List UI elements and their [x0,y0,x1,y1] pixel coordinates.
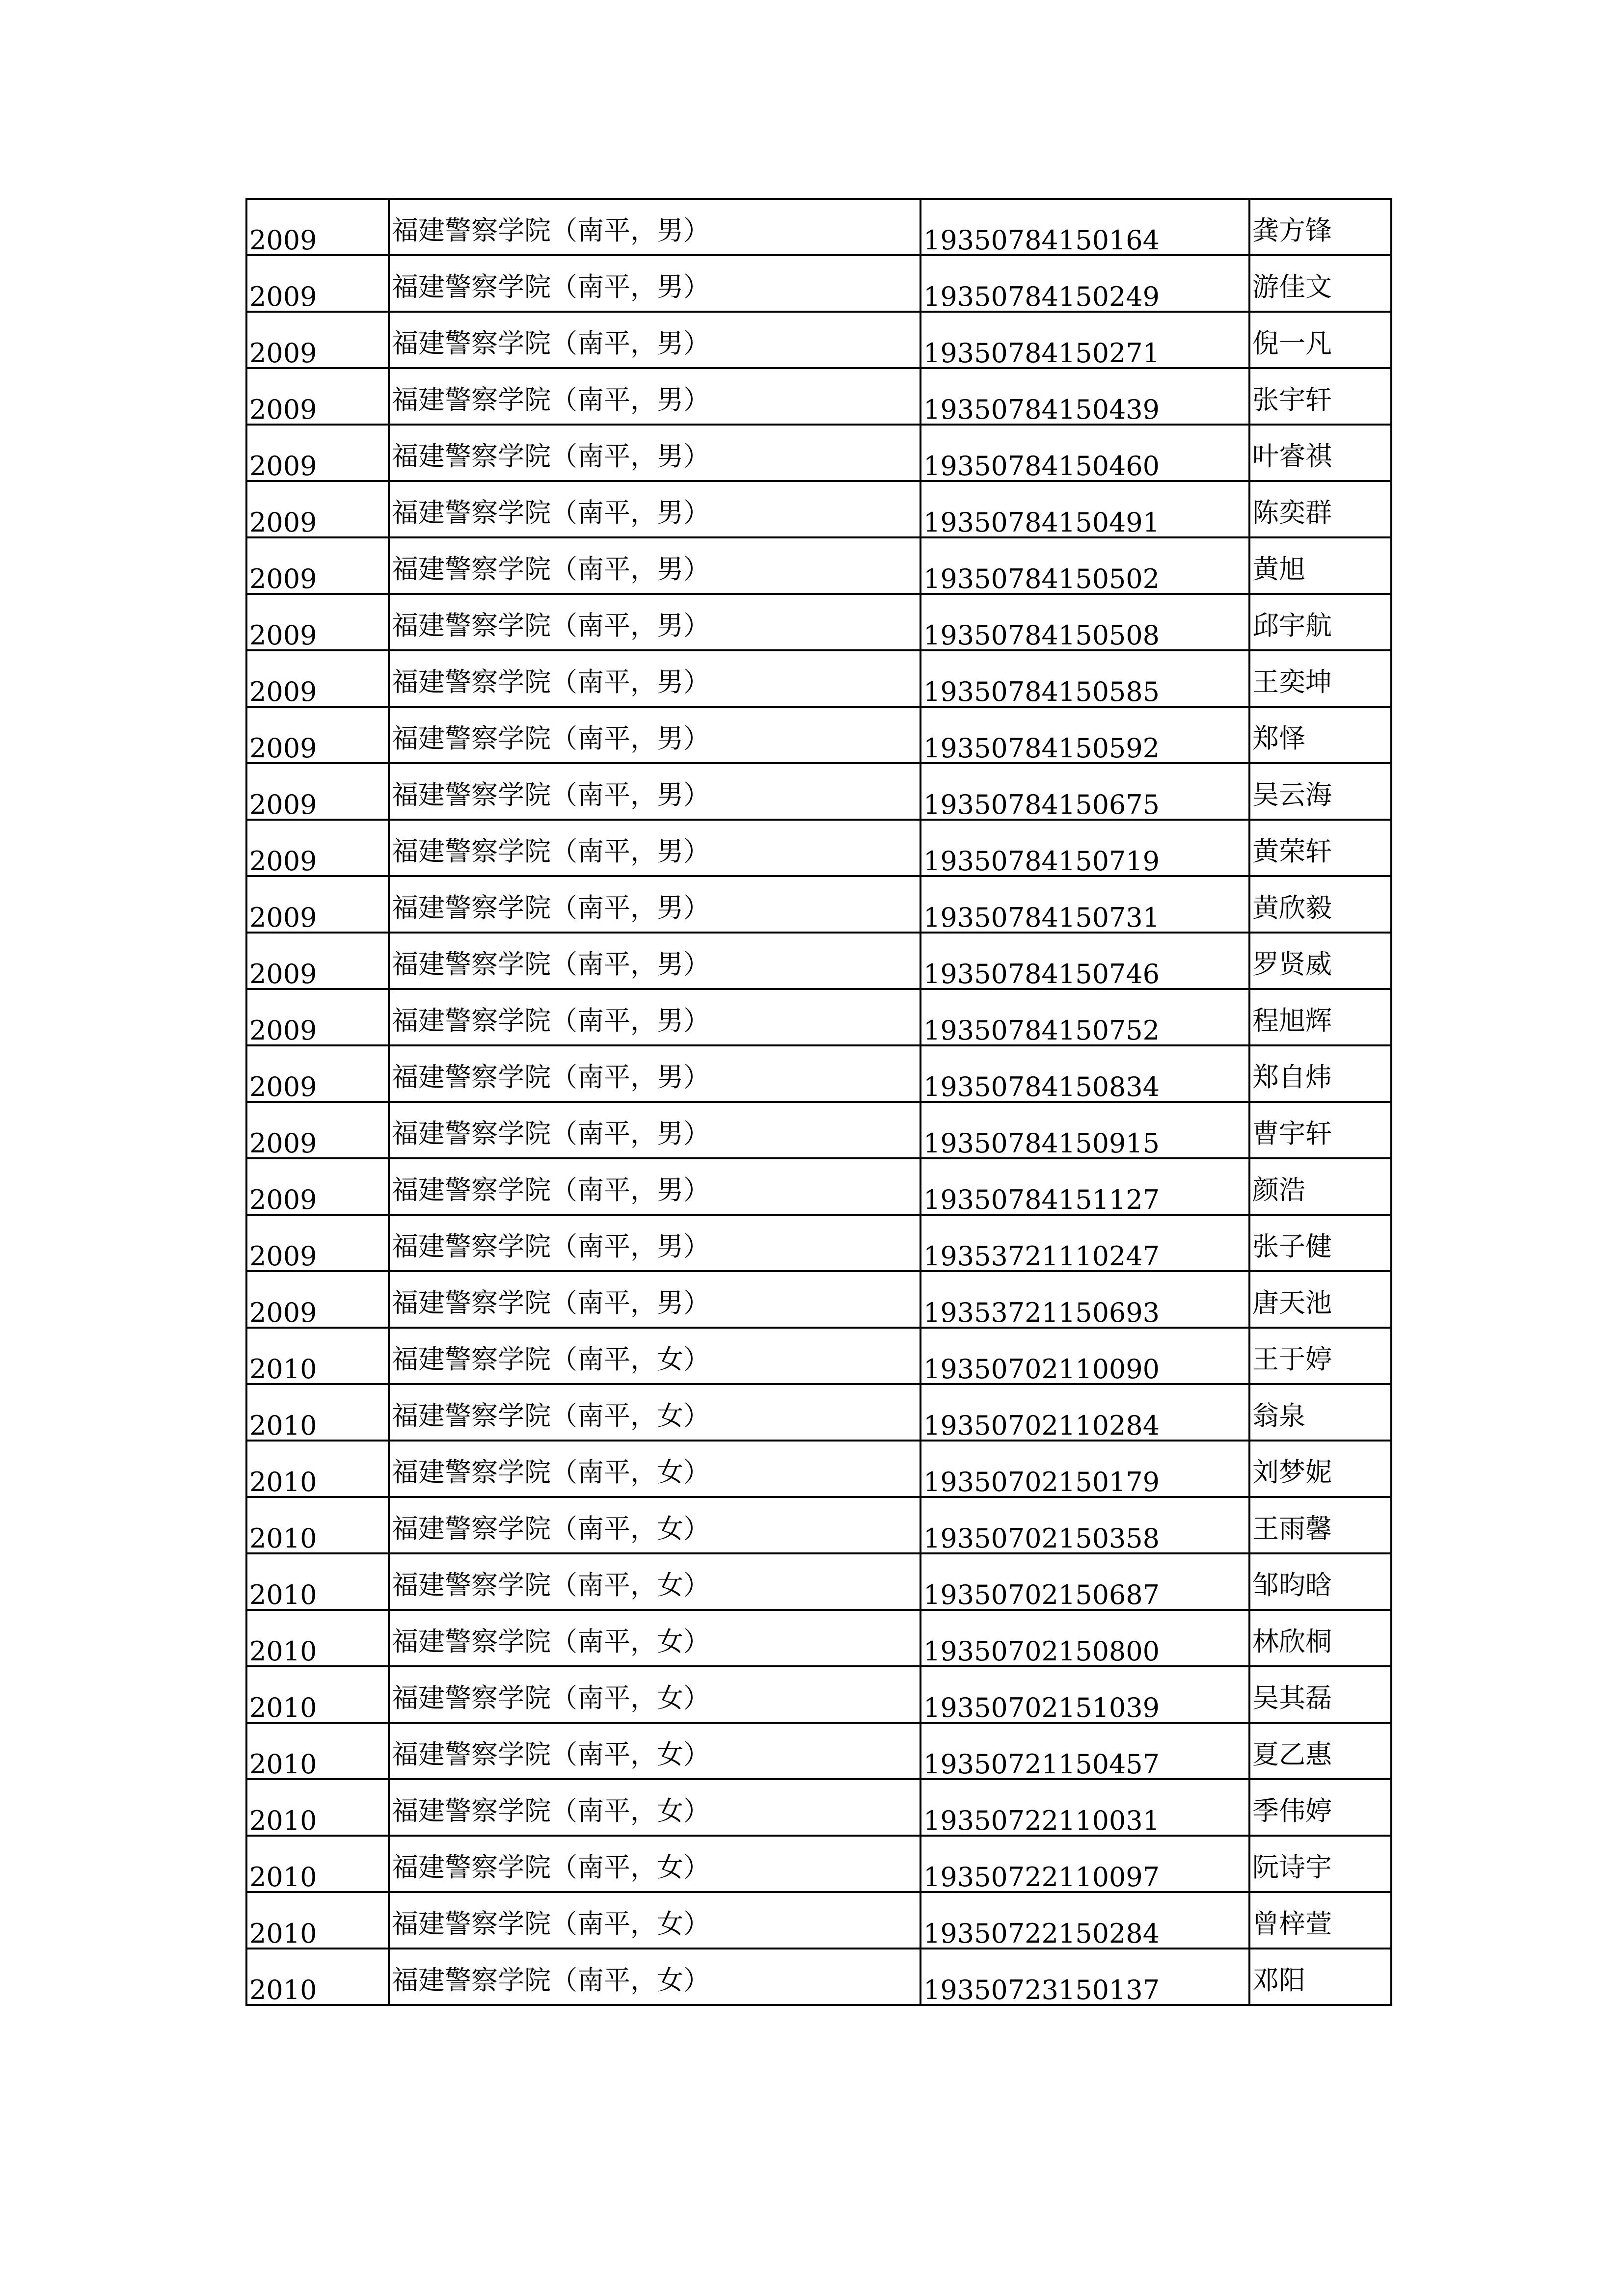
candidate-number-text: 19350784150585 [923,676,1160,707]
institution-cell [389,1779,920,1836]
table-row [246,1102,1391,1158]
student-name-cell [1249,199,1391,255]
table-row [246,989,1391,1045]
institution-cell [389,1836,920,1892]
institution-cell [389,1045,920,1102]
year-code-cell [246,199,389,255]
year-code-cell [246,707,389,763]
candidate-number-text: 19350784150731 [923,902,1160,933]
student-name-text: 唐天池 [1252,1287,1332,1318]
candidate-number-cell [920,1610,1249,1666]
year-code-text: 2010 [249,1523,317,1553]
student-name-text: 吴云海 [1252,779,1332,810]
year-code-text: 2009 [249,620,317,650]
student-name-text: 邓阳 [1252,1965,1305,1996]
student-name-cell [1249,820,1391,876]
year-code-cell [246,1949,389,2005]
candidate-number-cell [920,1102,1249,1158]
candidate-number-text: 19350784150249 [923,281,1160,312]
candidate-number-cell [920,199,1249,255]
table-row [246,1666,1391,1723]
year-code-cell [246,820,389,876]
candidate-number-cell [920,1892,1249,1949]
student-name-cell [1249,255,1391,312]
candidate-number-cell [920,312,1249,368]
table-row [246,763,1391,820]
student-name-cell [1249,707,1391,763]
institution-cell [389,199,920,255]
year-code-text: 2010 [249,1410,317,1441]
candidate-number-text: 19350784150491 [923,507,1160,537]
table-row [246,933,1391,989]
institution-cell [389,1723,920,1779]
institution-text: 福建警察学院（南平，女） [392,1344,710,1375]
institution-text: 福建警察学院（南平，女） [392,1795,710,1826]
student-name-text: 邱宇航 [1252,610,1332,641]
student-name-cell [1249,1271,1391,1328]
institution-text: 福建警察学院（南平，男） [392,1175,710,1205]
student-name-cell [1249,763,1391,820]
year-code-text: 2009 [249,394,317,425]
institution-text: 福建警察学院（南平，男） [392,1005,710,1036]
student-name-text: 黄旭 [1252,554,1305,585]
student-name-cell [1249,537,1391,594]
year-code-cell [246,481,389,537]
year-code-cell [246,763,389,820]
table-row [246,1271,1391,1328]
student-name-text: 刘梦妮 [1252,1457,1332,1488]
candidate-number-text: 19350721150457 [923,1749,1160,1779]
year-code-text: 2009 [249,902,317,933]
table-row [246,1215,1391,1271]
candidate-number-text: 19350784150915 [923,1128,1160,1158]
table-row [246,876,1391,933]
candidate-number-cell [920,933,1249,989]
student-name-cell [1249,1949,1391,2005]
institution-cell [389,255,920,312]
institution-text: 福建警察学院（南平，女） [392,1626,710,1657]
year-code-cell [246,1666,389,1723]
candidate-number-cell [920,650,1249,707]
admission-list-body [246,199,1391,2005]
institution-cell [389,1497,920,1553]
year-code-text: 2009 [249,733,317,763]
year-code-text: 2009 [249,451,317,481]
table-row [246,1045,1391,1102]
year-code-cell [246,989,389,1045]
candidate-number-text: 19350702150687 [923,1579,1160,1610]
candidate-number-text: 19350722110097 [923,1862,1160,1892]
institution-cell [389,989,920,1045]
table-row [246,1158,1391,1215]
table-row [246,1723,1391,1779]
year-code-cell [246,933,389,989]
year-code-cell [246,425,389,481]
institution-text: 福建警察学院（南平，男） [392,271,710,302]
candidate-number-text: 19350784150746 [923,959,1160,989]
year-code-text: 2010 [249,1636,317,1666]
student-name-cell [1249,1384,1391,1441]
institution-text: 福建警察学院（南平，女） [392,1852,710,1883]
year-code-text: 2010 [249,1749,317,1779]
candidate-number-cell [920,425,1249,481]
institution-text: 福建警察学院（南平，男） [392,328,710,359]
year-code-cell [246,1723,389,1779]
student-name-cell [1249,876,1391,933]
year-code-text: 2009 [249,338,317,368]
candidate-number-cell [920,1158,1249,1215]
candidate-number-cell [920,1328,1249,1384]
student-name-cell [1249,368,1391,425]
institution-cell [389,425,920,481]
year-code-text: 2009 [249,846,317,876]
candidate-number-cell [920,594,1249,650]
student-name-text: 邹昀晗 [1252,1570,1332,1601]
institution-text: 福建警察学院（南平，男） [392,1118,710,1149]
year-code-text: 2009 [249,281,317,312]
candidate-number-text: 19350784151127 [923,1184,1160,1215]
candidate-number-text: 19350702151039 [923,1692,1160,1723]
institution-text: 福建警察学院（南平，男） [392,215,710,246]
year-code-cell [246,1384,389,1441]
institution-cell [389,481,920,537]
candidate-number-cell [920,1215,1249,1271]
institution-cell [389,594,920,650]
institution-text: 福建警察学院（南平，女） [392,1965,710,1996]
candidate-number-text: 19350784150164 [923,225,1160,255]
candidate-number-cell [920,1271,1249,1328]
student-name-cell [1249,1102,1391,1158]
candidate-number-cell [920,1553,1249,1610]
institution-cell [389,1949,920,2005]
student-name-text: 颜浩 [1252,1175,1305,1205]
candidate-number-cell [920,368,1249,425]
table-row [246,1497,1391,1553]
year-code-cell [246,1441,389,1497]
candidate-number-cell [920,707,1249,763]
candidate-number-cell [920,989,1249,1045]
table-row [246,312,1391,368]
institution-text: 福建警察学院（南平，男） [392,836,710,867]
candidate-number-text: 19350784150752 [923,1015,1160,1045]
student-name-text: 阮诗宇 [1252,1852,1332,1883]
year-code-text: 2010 [249,1354,317,1384]
table-row [246,425,1391,481]
year-code-text: 2009 [249,1071,317,1102]
student-name-cell [1249,1045,1391,1102]
institution-cell [389,1666,920,1723]
year-code-cell [246,1215,389,1271]
institution-cell [389,1271,920,1328]
table-row [246,594,1391,650]
year-code-text: 2009 [249,1241,317,1271]
institution-cell [389,820,920,876]
institution-text: 福建警察学院（南平，女） [392,1457,710,1488]
year-code-cell [246,312,389,368]
institution-text: 福建警察学院（南平，女） [392,1570,710,1601]
student-name-text: 黄荣轩 [1252,836,1332,867]
table-row [246,1610,1391,1666]
candidate-number-text: 19350784150508 [923,620,1160,650]
student-name-cell [1249,1723,1391,1779]
institution-text: 福建警察学院（南平，男） [392,1231,710,1262]
institution-text: 福建警察学院（南平，男） [392,667,710,697]
student-name-cell [1249,933,1391,989]
student-name-cell [1249,1779,1391,1836]
student-name-cell [1249,1892,1391,1949]
student-name-cell [1249,650,1391,707]
candidate-number-cell [920,876,1249,933]
institution-text: 福建警察学院（南平，男） [392,441,710,472]
table-row [246,707,1391,763]
admission-list-table [245,198,1392,2006]
table-row [246,1836,1391,1892]
candidate-number-text: 19350702150358 [923,1523,1160,1553]
student-name-text: 夏乙惠 [1252,1739,1332,1770]
student-name-text: 黄欣毅 [1252,892,1332,923]
candidate-number-text: 19350722150284 [923,1918,1160,1949]
institution-cell [389,763,920,820]
student-name-cell [1249,989,1391,1045]
table-row [246,1328,1391,1384]
year-code-cell [246,368,389,425]
year-code-cell [246,1045,389,1102]
candidate-number-cell [920,1045,1249,1102]
institution-cell [389,1441,920,1497]
candidate-number-cell [920,1384,1249,1441]
table-row [246,537,1391,594]
candidate-number-cell [920,1779,1249,1836]
table-row [246,1949,1391,2005]
student-name-cell [1249,1610,1391,1666]
table-row [246,199,1391,255]
table-row [246,368,1391,425]
year-code-cell [246,1271,389,1328]
institution-cell [389,933,920,989]
student-name-text: 曾梓萱 [1252,1908,1332,1939]
institution-text: 福建警察学院（南平，男） [392,779,710,810]
year-code-text: 2010 [249,1975,317,2005]
institution-cell [389,368,920,425]
year-code-cell [246,650,389,707]
institution-text: 福建警察学院（南平，男） [392,497,710,528]
year-code-text: 2010 [249,1467,317,1497]
candidate-number-cell [920,820,1249,876]
institution-cell [389,1215,920,1271]
candidate-number-text: 19350784150271 [923,338,1160,368]
year-code-text: 2009 [249,789,317,820]
student-name-text: 游佳文 [1252,271,1332,302]
candidate-number-text: 19353721110247 [923,1241,1160,1271]
institution-text: 福建警察学院（南平，男） [392,949,710,980]
year-code-cell [246,594,389,650]
student-name-text: 郑自炜 [1252,1062,1332,1093]
institution-cell [389,707,920,763]
candidate-number-text: 19350702150800 [923,1636,1160,1666]
institution-cell [389,1553,920,1610]
student-name-text: 曹宇轩 [1252,1118,1332,1149]
table-row [246,1553,1391,1610]
student-name-text: 倪一凡 [1252,328,1332,359]
year-code-cell [246,1102,389,1158]
institution-cell [389,537,920,594]
candidate-number-text: 19350784150675 [923,789,1160,820]
student-name-cell [1249,481,1391,537]
candidate-number-text: 19350702110284 [923,1410,1160,1441]
year-code-text: 2010 [249,1805,317,1836]
student-name-cell [1249,312,1391,368]
student-name-text: 王于婷 [1252,1344,1332,1375]
student-name-text: 张子健 [1252,1231,1332,1262]
student-name-cell [1249,1215,1391,1271]
student-name-cell [1249,1836,1391,1892]
candidate-number-cell [920,1441,1249,1497]
institution-text: 福建警察学院（南平，男） [392,892,710,923]
student-name-text: 张宇轩 [1252,384,1332,415]
year-code-cell [246,1836,389,1892]
candidate-number-text: 19350784150460 [923,451,1160,481]
year-code-cell [246,1610,389,1666]
student-name-text: 季伟婷 [1252,1795,1332,1826]
institution-text: 福建警察学院（南平，男） [392,384,710,415]
year-code-text: 2009 [249,1128,317,1158]
institution-cell [389,1328,920,1384]
year-code-text: 2009 [249,959,317,989]
student-name-text: 陈奕群 [1252,497,1332,528]
institution-cell [389,1892,920,1949]
institution-text: 福建警察学院（南平，女） [392,1513,710,1544]
candidate-number-text: 19350723150137 [923,1975,1160,2005]
student-name-cell [1249,1158,1391,1215]
year-code-text: 2009 [249,1297,317,1328]
student-name-text: 翁泉 [1252,1400,1305,1431]
candidate-number-text: 19350784150592 [923,733,1160,763]
year-code-cell [246,255,389,312]
student-name-cell [1249,1553,1391,1610]
institution-text: 福建警察学院（南平，女） [392,1400,710,1431]
year-code-cell [246,1497,389,1553]
student-name-text: 叶睿祺 [1252,441,1332,472]
student-name-cell [1249,425,1391,481]
year-code-text: 2009 [249,563,317,594]
year-code-text: 2009 [249,225,317,255]
student-name-cell [1249,594,1391,650]
candidate-number-cell [920,537,1249,594]
candidate-number-cell [920,1666,1249,1723]
table-row [246,820,1391,876]
student-name-cell [1249,1328,1391,1384]
student-name-text: 王奕坤 [1252,667,1332,697]
table-row [246,255,1391,312]
institution-text: 福建警察学院（南平，女） [392,1739,710,1770]
year-code-cell [246,1892,389,1949]
student-name-text: 吴其磊 [1252,1682,1332,1713]
student-name-cell [1249,1666,1391,1723]
student-name-text: 林欣桐 [1252,1626,1332,1657]
institution-text: 福建警察学院（南平，男） [392,1062,710,1093]
year-code-text: 2009 [249,676,317,707]
year-code-cell [246,1553,389,1610]
table-row [246,1441,1391,1497]
institution-text: 福建警察学院（南平，男） [392,1287,710,1318]
institution-text: 福建警察学院（南平，男） [392,723,710,754]
institution-cell [389,1610,920,1666]
year-code-cell [246,876,389,933]
year-code-text: 2010 [249,1918,317,1949]
institution-cell [389,876,920,933]
table-row [246,1384,1391,1441]
year-code-text: 2010 [249,1862,317,1892]
candidate-number-text: 19350784150719 [923,846,1160,876]
table-row [246,650,1391,707]
candidate-number-text: 19353721150693 [923,1297,1160,1328]
candidate-number-cell [920,1836,1249,1892]
year-code-text: 2009 [249,1015,317,1045]
year-code-cell [246,537,389,594]
candidate-number-cell [920,255,1249,312]
candidate-number-cell [920,763,1249,820]
institution-text: 福建警察学院（南平，男） [392,554,710,585]
candidate-number-cell [920,481,1249,537]
year-code-cell [246,1779,389,1836]
institution-cell [389,1158,920,1215]
institution-cell [389,1102,920,1158]
candidate-number-cell [920,1949,1249,2005]
table-row [246,1892,1391,1949]
institution-cell [389,650,920,707]
candidate-number-text: 19350784150502 [923,563,1160,594]
candidate-number-text: 19350702150179 [923,1467,1160,1497]
year-code-text: 2009 [249,507,317,537]
year-code-cell [246,1328,389,1384]
institution-text: 福建警察学院（南平，女） [392,1682,710,1713]
student-name-cell [1249,1441,1391,1497]
institution-text: 福建警察学院（南平，女） [392,1908,710,1939]
student-name-text: 郑怿 [1252,723,1305,754]
table-row [246,1779,1391,1836]
student-name-text: 罗贤威 [1252,949,1332,980]
year-code-text: 2010 [249,1579,317,1610]
candidate-number-text: 19350784150834 [923,1071,1160,1102]
year-code-text: 2009 [249,1184,317,1215]
candidate-number-cell [920,1723,1249,1779]
institution-text: 福建警察学院（南平，男） [392,610,710,641]
student-name-text: 龚方锋 [1252,215,1332,246]
student-name-text: 王雨馨 [1252,1513,1332,1544]
institution-cell [389,1384,920,1441]
candidate-number-text: 19350702110090 [923,1354,1160,1384]
candidate-number-text: 19350784150439 [923,394,1160,425]
student-name-cell [1249,1497,1391,1553]
student-name-text: 程旭辉 [1252,1005,1332,1036]
year-code-text: 2010 [249,1692,317,1723]
institution-cell [389,312,920,368]
candidate-number-text: 19350722110031 [923,1805,1160,1836]
table-row [246,481,1391,537]
year-code-cell [246,1158,389,1215]
candidate-number-cell [920,1497,1249,1553]
